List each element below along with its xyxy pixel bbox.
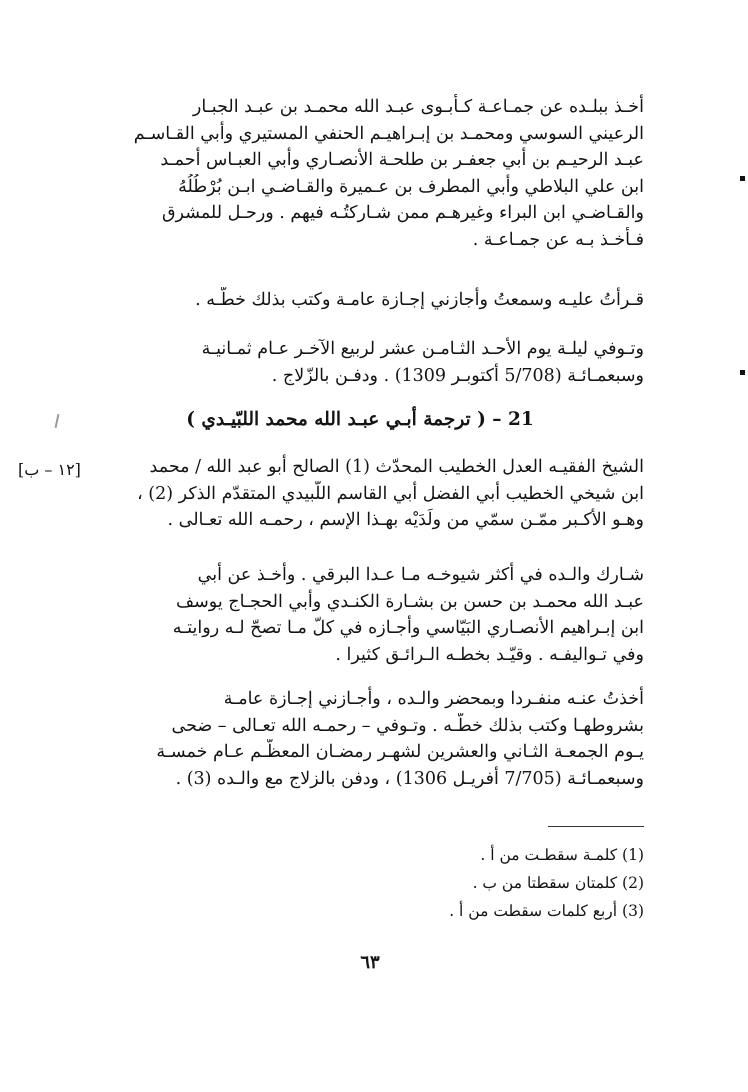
text-line: قـرأتُ عليـه وسمعتُ وأجازني إجـازة عامـة وكتب بذلك خطّـه .	[195, 290, 644, 310]
text-line: وهـو الأكـبر ممّـن سمّي من ولَدَيْه بهـذا الإسم ، رحمـه الله تعـالى .	[167, 510, 644, 530]
section-heading: 21 – ( ترجمة أبـي عبـد الله محمد اللبّيـدي )	[186, 409, 534, 430]
footnote-2: (2) كلمتان سقطتا من ب .	[472, 874, 644, 892]
text-line: ابن شيخي الخطيب أبي الفضل أبي القاسم اللّبيدي المتقدّم الذكر (2) ،	[137, 483, 644, 504]
text-line: والقـاضـي ابن البراء وغيرهـم ممن شـاركتُـه فيهم . ورحـل للمشرق	[161, 203, 644, 223]
paragraph-death	[104, 336, 644, 389]
paragraph-shared-teachers	[104, 562, 644, 668]
text-line: يـوم الجمعـة الثـاني والعشرين لشهـر رمضـان المعظّـم عـام خمسـة	[156, 742, 644, 762]
text-line: وسبعمـائـة (7/705 أفريـل 1306) ، ودفن بالزلاج مع والـده (3) .	[175, 768, 644, 789]
text-line: الشيخ الفقيـه العدل الخطيب المحدّث (1) الصالح أبو عبد الله / محمد	[149, 457, 644, 477]
text-line: الرعيني السوسي ومحمـد بن إبـراهيـم الحنفي المستيري وأبي القـاسـم	[133, 123, 644, 144]
paragraph-teachers	[104, 94, 644, 253]
scan-edge-mark	[740, 176, 745, 181]
text-line: وفي تـواليفـه . وقيّـد بخطـه الـرائـق كثيرا .	[335, 644, 644, 665]
text-line: أخذتُ عنـه منفـردا وبمحضر والـده ، وأجـازني إجـازة عامـة	[223, 689, 644, 709]
text-line: وتـوفي ليلـة يوم الأحـد الثـامـن عشر لربيع الآخـر عـام ثمـانيـة	[201, 339, 644, 359]
footnote-divider	[548, 826, 644, 827]
text-line: فـأخـذ بـه عن جمـاعـة .	[472, 229, 644, 250]
text-line: ابن علي البلاطي وأبي المطرف بن عـميرة والقـاضـي ابـن بُرْطُلُهُ	[178, 176, 644, 197]
text-line: أخـذ ببلـده عن جمـاعـة كـأبـوى عبـد الله محمـد بن عبـد الجبـار	[192, 97, 644, 117]
text-line: وسبعمـائـة (5/708 أكتوبـر 1309) . ودفـن بالزّلاج .	[271, 365, 644, 386]
paragraph-ijaza	[104, 287, 644, 314]
marginal-folio-note: [١٢ – ب]	[18, 460, 81, 479]
scan-edge-mark	[740, 370, 745, 375]
scan-speck	[55, 414, 60, 428]
footnote-3: (3) أربع كلمات سقطت من أ .	[449, 902, 644, 920]
page-number: ٦٣	[360, 952, 380, 973]
text-line: ابن إبـراهيم الأنصـاري البَيّاسي وأجـازه في كلّ مـا تصحّ لـه روايتـه	[172, 618, 644, 638]
paragraph-death-2	[104, 686, 644, 792]
footnote-1: (1) كلمـة سقطـت من أ .	[480, 846, 644, 864]
text-line: شـارك والـده في أكثر شيوخـه مـا عـدا البرقي . وأخـذ عن أبي	[197, 565, 644, 585]
paragraph-biography-intro	[104, 454, 644, 534]
text-line: عبـد الله محمـد بن حسن بن بشـارة الكنـدي وأبي الحجـاج يوسف	[176, 591, 644, 612]
text-line: بشروطهـا وكتب بذلك خطّـه . وتـوفي – رحمـه الله تعـالى – ضحى	[171, 715, 644, 736]
text-line: عبـد الرحيـم بن أبي جعفـر بن طلحـة الأنصـاري وأبي العبـاس أحمـد	[160, 150, 644, 170]
